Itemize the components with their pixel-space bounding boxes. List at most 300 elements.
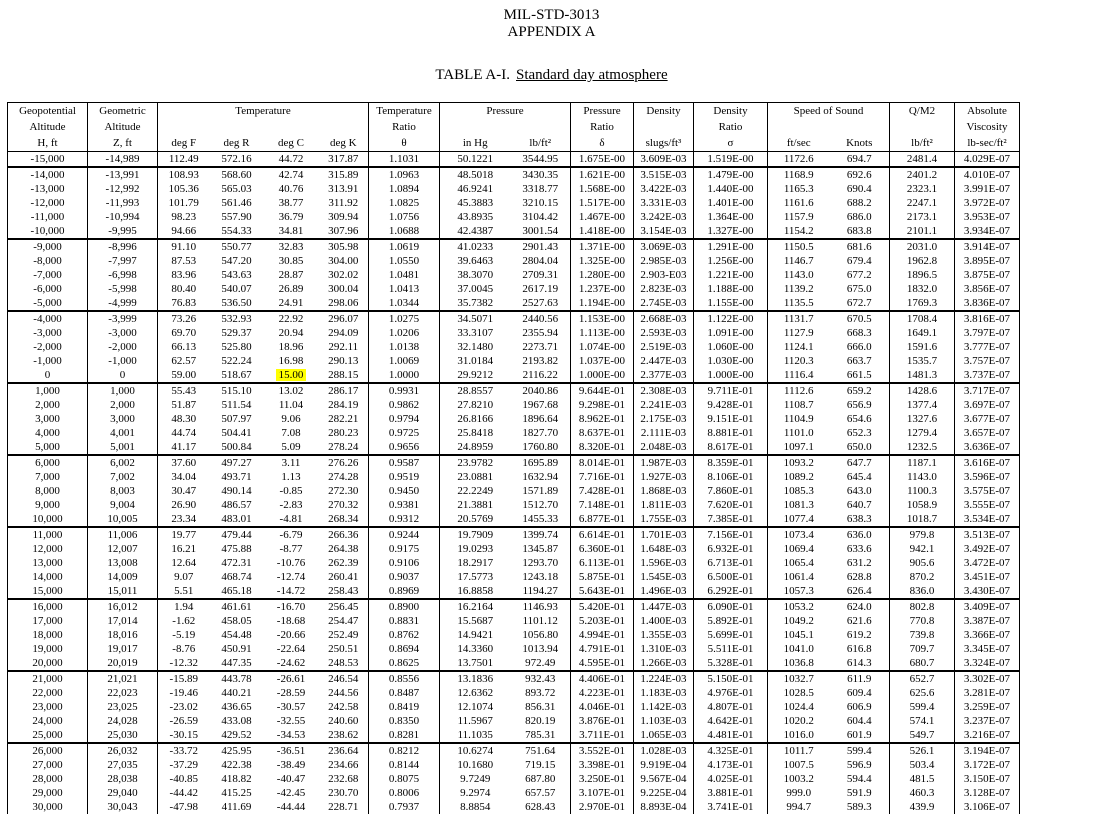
table-cell: 3.387E-07 xyxy=(955,614,1020,628)
table-cell: 1.256E-00 xyxy=(694,254,768,268)
table-cell: -28.59 xyxy=(276,687,306,699)
table-cell: 44.74 xyxy=(158,426,210,440)
table-cell: 40.76 xyxy=(278,183,304,195)
table-cell: 645.4 xyxy=(846,471,872,483)
table-cell: 1172.6 xyxy=(768,152,830,168)
table-cell: 34.04 xyxy=(158,470,210,484)
table-caption xyxy=(0,67,1103,84)
table-cell: 633.6 xyxy=(846,543,872,555)
table-cell: 17,014 xyxy=(88,614,158,628)
table-cell: 11,000 xyxy=(8,527,88,542)
table-cell: 0.9037 xyxy=(369,570,440,584)
geopotential-unit: H, ft xyxy=(8,135,88,152)
table-cell: 1.811E-03 xyxy=(634,498,694,512)
table-cell: 1120.3 xyxy=(768,354,830,368)
table-cell: 304.00 xyxy=(328,255,359,267)
table-cell: 2.903-E03 xyxy=(634,268,694,282)
table-cell: 1.418E-00 xyxy=(571,224,634,239)
table-cell: 1.060E-00 xyxy=(694,340,768,354)
table-cell: 497.27 xyxy=(210,455,264,470)
table-cell: 1.0000 xyxy=(369,368,440,383)
table-cell: -26.61 xyxy=(264,671,319,686)
table-cell: 532.93 xyxy=(210,311,264,326)
table-row xyxy=(8,354,1020,368)
table-cell: 507.97 xyxy=(221,413,252,425)
table-cell: 262.39 xyxy=(328,557,359,569)
table-cell: 709.7 xyxy=(890,642,955,656)
table-cell: 1089.2 xyxy=(768,470,830,484)
table-cell: -15.89 xyxy=(158,671,210,686)
table-cell: 26.8166 xyxy=(440,412,511,426)
table-cell: 6.713E-01 xyxy=(694,556,768,570)
col-speed-of-sound: Speed of Sound xyxy=(768,103,890,120)
table-cell: 1065.4 xyxy=(768,556,830,570)
table-cell: 12.6362 xyxy=(440,686,511,700)
table-cell: 280.23 xyxy=(328,427,359,439)
table-cell: 246.54 xyxy=(319,671,369,686)
table-cell: 3.128E-07 xyxy=(955,786,1020,800)
table-cell: 679.4 xyxy=(846,255,872,267)
table-cell: 652.3 xyxy=(846,427,872,439)
table-cell: 1.596E-03 xyxy=(634,556,694,570)
table-cell: 1143.0 xyxy=(890,470,955,484)
table-cell: -10,994 xyxy=(88,210,158,224)
table-cell: 1535.7 xyxy=(890,354,955,368)
table-cell: 609.4 xyxy=(846,687,872,699)
table-cell: 690.4 xyxy=(846,183,872,195)
table-cell: 670.5 xyxy=(830,311,890,326)
table-cell: 515.10 xyxy=(210,383,264,398)
table-cell: 1.0206 xyxy=(369,326,440,340)
table-cell: 526.1 xyxy=(890,743,955,758)
table-cell: 1.400E-03 xyxy=(634,614,694,628)
table-row xyxy=(8,671,1020,686)
table-cell: 739.8 xyxy=(890,628,955,642)
table-cell: 1.545E-03 xyxy=(634,570,694,584)
table-cell: 3.875E-07 xyxy=(955,268,1020,282)
table-cell: 4.223E-01 xyxy=(571,686,634,700)
table-cell: 572.16 xyxy=(221,153,252,165)
table-cell: 440.21 xyxy=(221,687,252,699)
table-cell: 288.15 xyxy=(328,369,359,381)
table-cell: 1.280E-00 xyxy=(571,268,634,282)
table-cell: 481.5 xyxy=(890,772,955,786)
table-cell: 256.45 xyxy=(319,599,369,614)
table-cell: 1512.70 xyxy=(522,499,559,511)
table-cell: 675.0 xyxy=(846,283,872,295)
table-cell: 32.83 xyxy=(264,239,319,254)
table-cell: 3.345E-07 xyxy=(955,642,1020,656)
table-cell: 9.711E-01 xyxy=(694,383,768,398)
table-row xyxy=(8,656,1020,671)
table-row xyxy=(8,743,1020,758)
table-cell: 3.331E-03 xyxy=(634,196,694,210)
table-cell: 59.00 xyxy=(158,368,210,383)
table-cell: 1194.27 xyxy=(522,585,558,597)
table-row xyxy=(8,311,1020,326)
table-cell: 228.71 xyxy=(328,801,359,813)
table-row xyxy=(8,800,1020,814)
table-cell: -13,991 xyxy=(88,167,158,182)
table-cell: 4.406E-01 xyxy=(571,671,634,686)
table-cell: 1.325E-00 xyxy=(571,254,634,268)
table-cell: 9.298E-01 xyxy=(571,398,634,412)
table-cell: 0.8694 xyxy=(369,642,440,656)
table-cell: 1036.8 xyxy=(768,656,830,671)
table-cell: 24.8959 xyxy=(440,440,511,455)
table-cell: 13,008 xyxy=(88,556,158,570)
table-cell: 25.8418 xyxy=(440,426,511,440)
table-cell: 3.737E-07 xyxy=(955,368,1020,383)
table-cell: 302.02 xyxy=(328,269,359,281)
table-cell: 3.302E-07 xyxy=(955,671,1020,686)
col-pressure: Pressure xyxy=(440,103,571,120)
table-cell: -7,997 xyxy=(88,254,158,268)
table-cell: 37.0045 xyxy=(440,282,511,296)
table-cell: 6.614E-01 xyxy=(571,527,634,542)
table-cell: -26.59 xyxy=(158,714,210,728)
table-cell: 8,003 xyxy=(88,484,158,498)
table-cell: 0.8281 xyxy=(369,728,440,743)
table-cell: 1.675E-00 xyxy=(571,152,634,168)
table-cell: 4.046E-01 xyxy=(571,700,634,714)
table-cell: 274.28 xyxy=(328,471,359,483)
table-cell: 5.203E-01 xyxy=(571,614,634,628)
table-cell: 905.6 xyxy=(890,556,955,570)
table-cell: 1013.94 xyxy=(522,643,559,655)
table-cell: 1187.1 xyxy=(890,455,955,470)
table-cell: -4,000 xyxy=(8,311,88,326)
table-cell: 3.596E-07 xyxy=(955,470,1020,484)
table-cell: 39.6463 xyxy=(440,254,511,268)
table-cell: 1.183E-03 xyxy=(634,686,694,700)
table-cell: 0.7937 xyxy=(369,800,440,814)
table-cell: 0.8350 xyxy=(369,714,440,728)
table-cell: 1.221E-00 xyxy=(694,268,768,282)
table-cell: 38.3070 xyxy=(440,268,511,282)
col-qm2: Q/M2 xyxy=(890,103,955,120)
table-cell: 254.47 xyxy=(328,615,359,627)
table-cell: 657.57 xyxy=(525,787,556,799)
table-row xyxy=(8,440,1020,455)
unit-slugs-ft3: slugs/ft³ xyxy=(634,135,694,152)
table-cell: 9.225E-04 xyxy=(634,786,694,800)
table-cell: 22,023 xyxy=(88,686,158,700)
table-cell: 8.014E-01 xyxy=(571,455,634,470)
table-cell: 2.519E-03 xyxy=(634,340,694,354)
table-cell: 0.9312 xyxy=(369,512,440,527)
table-cell: 1146.7 xyxy=(768,254,830,268)
table-cell: 1.000E-00 xyxy=(571,368,634,383)
table-header xyxy=(8,103,1020,152)
table-cell: 1165.3 xyxy=(768,182,830,196)
table-cell: 1108.7 xyxy=(768,398,830,412)
table-cell: 1.927E-03 xyxy=(634,470,694,484)
table-cell: 565.03 xyxy=(221,183,252,195)
table-cell: 6.360E-01 xyxy=(571,542,634,556)
table-cell: 8.8854 xyxy=(440,800,511,814)
table-cell: 1.648E-03 xyxy=(634,542,694,556)
table-cell: 628.8 xyxy=(846,571,872,583)
table-cell: 465.18 xyxy=(221,585,252,597)
table-cell: 19.0293 xyxy=(440,542,511,556)
table-cell: 1028.5 xyxy=(768,686,830,700)
table-cell: 35.7382 xyxy=(440,296,511,311)
table-cell: 22,000 xyxy=(8,686,88,700)
table-row xyxy=(8,556,1020,570)
table-cell: 13,000 xyxy=(8,556,88,570)
table-cell: 23.9782 xyxy=(440,455,511,470)
table-cell: 893.72 xyxy=(525,687,556,699)
table-cell: 518.67 xyxy=(221,369,252,381)
table-cell: 15,011 xyxy=(88,584,158,599)
table-cell: 433.08 xyxy=(221,715,252,727)
table-cell: 232.68 xyxy=(328,773,359,785)
table-cell: 493.71 xyxy=(221,471,252,483)
table-cell: 511.54 xyxy=(221,399,252,411)
table-cell: 12,000 xyxy=(8,542,88,556)
table-cell: 30.47 xyxy=(158,484,210,498)
table-cell: 1.401E-00 xyxy=(694,196,768,210)
table-cell: 475.88 xyxy=(221,543,252,555)
table-cell: 3.216E-07 xyxy=(955,728,1020,743)
table-row xyxy=(8,326,1020,340)
table-cell: 1097.1 xyxy=(768,440,830,455)
table-cell: 1085.3 xyxy=(768,484,830,498)
table-cell: 1.621E-00 xyxy=(571,167,634,182)
table-cell: 2804.04 xyxy=(522,255,559,267)
table-cell: 1.224E-03 xyxy=(634,671,694,686)
col-temperature-ratio: Temperature xyxy=(369,103,440,120)
table-cell: 27,035 xyxy=(88,758,158,772)
table-cell: 3.515E-03 xyxy=(634,167,694,182)
table-cell: 486.57 xyxy=(221,499,252,511)
table-cell: 8.320E-01 xyxy=(571,440,634,455)
table-cell: 14.9421 xyxy=(440,628,511,642)
table-cell: 1058.9 xyxy=(890,498,955,512)
table-cell: 8.962E-01 xyxy=(571,412,634,426)
table-cell: -12.74 xyxy=(276,571,306,583)
table-cell: 4.791E-01 xyxy=(571,642,634,656)
table-cell: 2.048E-03 xyxy=(634,440,694,455)
table-cell: -5,998 xyxy=(88,282,158,296)
table-cell: 1,000 xyxy=(8,383,88,398)
table-cell: 3.451E-07 xyxy=(955,570,1020,584)
table-cell: 1.447E-03 xyxy=(634,599,694,614)
table-cell: 50.1221 xyxy=(440,152,511,168)
table-cell: 11.04 xyxy=(278,399,304,411)
table-cell: 640.7 xyxy=(846,499,872,511)
table-row xyxy=(8,340,1020,354)
table-cell: 3.472E-07 xyxy=(955,556,1020,570)
table-cell: 1131.7 xyxy=(768,311,830,326)
table-cell: 594.4 xyxy=(846,773,872,785)
table-cell: 7.385E-01 xyxy=(694,512,768,527)
table-cell: 1827.70 xyxy=(522,427,559,439)
table-cell: 4.976E-01 xyxy=(694,686,768,700)
table-row xyxy=(8,368,1020,383)
document-header xyxy=(0,7,1103,41)
table-cell: -19.46 xyxy=(158,686,210,700)
table-cell: 1.517E-00 xyxy=(571,196,634,210)
table-cell: 15.5687 xyxy=(440,614,511,628)
table-cell: 28,000 xyxy=(8,772,88,786)
table-cell: 25,000 xyxy=(8,728,88,743)
viscosity-sub: Viscosity xyxy=(955,119,1020,135)
table-cell: 1962.8 xyxy=(890,254,955,268)
table-cell: 619.2 xyxy=(846,629,872,641)
table-cell: 3.616E-07 xyxy=(955,455,1020,470)
table-cell: 647.7 xyxy=(830,455,890,470)
table-cell: 43.8935 xyxy=(440,210,511,224)
table-cell: 30,043 xyxy=(88,800,158,814)
table-cell: 1018.7 xyxy=(890,512,955,527)
table-row xyxy=(8,398,1020,412)
table-cell: 1003.2 xyxy=(768,772,830,786)
table-cell: 1.0894 xyxy=(369,182,440,196)
table-cell: 4.994E-01 xyxy=(571,628,634,642)
table-cell: 522.24 xyxy=(221,355,252,367)
table-cell: 112.49 xyxy=(158,152,210,168)
table-cell: 3.972E-07 xyxy=(955,196,1020,210)
table-cell: 2173.1 xyxy=(890,210,955,224)
table-cell: 3.991E-07 xyxy=(955,182,1020,196)
table-cell: 3.409E-07 xyxy=(955,599,1020,614)
table-cell: 999.0 xyxy=(768,786,830,800)
table-cell: 3.242E-03 xyxy=(634,210,694,224)
table-cell: -16.70 xyxy=(264,599,319,614)
table-cell: 663.7 xyxy=(846,355,872,367)
table-cell: -11,993 xyxy=(88,196,158,210)
table-cell: 3210.15 xyxy=(522,197,559,209)
table-cell: 1041.0 xyxy=(768,642,830,656)
table-cell: -14,989 xyxy=(88,152,158,168)
table-cell: 1.237E-00 xyxy=(571,282,634,296)
table-cell: 2.823E-03 xyxy=(634,282,694,296)
table-row xyxy=(8,628,1020,642)
table-cell: 490.14 xyxy=(221,485,252,497)
table-cell: 751.64 xyxy=(511,743,571,758)
table-cell: 286.17 xyxy=(319,383,369,398)
table-cell: 0.9519 xyxy=(369,470,440,484)
geopotential-sub: Altitude xyxy=(8,119,88,135)
table-cell: -10,000 xyxy=(8,224,88,239)
table-cell: 1967.68 xyxy=(522,399,559,411)
table-cell: 3.366E-07 xyxy=(955,628,1020,642)
table-cell: 650.0 xyxy=(846,441,872,453)
table-row xyxy=(8,584,1020,599)
table-cell: 278.24 xyxy=(328,441,359,453)
highlighted-value: 15.00 xyxy=(276,369,307,381)
table-cell: 80.40 xyxy=(158,282,210,296)
table-cell: 4.173E-01 xyxy=(694,758,768,772)
table-cell: 8.881E-01 xyxy=(694,426,768,440)
table-cell: 29,000 xyxy=(8,786,88,800)
table-cell: 1.155E-00 xyxy=(694,296,768,311)
table-cell: 13.02 xyxy=(264,383,319,398)
col-density-ratio: Density xyxy=(694,103,768,120)
table-cell: 666.0 xyxy=(846,341,872,353)
table-body xyxy=(8,152,1020,815)
table-cell: -33.72 xyxy=(158,743,210,758)
table-cell: 3.106E-07 xyxy=(955,800,1020,814)
table-cell: 21.3881 xyxy=(440,498,511,512)
table-cell: 3.237E-07 xyxy=(955,714,1020,728)
table-row xyxy=(8,412,1020,426)
table-cell: 1.122E-00 xyxy=(694,311,768,326)
table-cell: 55.43 xyxy=(158,383,210,398)
table-cell: 0.9587 xyxy=(369,455,440,470)
table-cell: 3.609E-03 xyxy=(634,152,694,168)
table-cell: 10,000 xyxy=(8,512,88,527)
table-cell: 1.0275 xyxy=(369,311,440,326)
table-cell: 2.308E-03 xyxy=(634,383,694,398)
table-cell: 4,000 xyxy=(8,426,88,440)
table-cell: 1.0413 xyxy=(369,282,440,296)
table-cell: 1135.5 xyxy=(768,296,830,311)
table-number: TABLE A-I. xyxy=(435,67,510,83)
table-cell: 1024.4 xyxy=(768,700,830,714)
table-cell: 5.699E-01 xyxy=(694,628,768,642)
table-cell: 652.7 xyxy=(890,671,955,686)
table-cell: 561.46 xyxy=(221,197,252,209)
table-cell: 7.428E-01 xyxy=(571,484,634,498)
table-cell: 2527.63 xyxy=(522,297,559,309)
table-cell: 1146.93 xyxy=(511,599,571,614)
table-cell: 18,016 xyxy=(88,628,158,642)
table-cell: 26.89 xyxy=(278,283,304,295)
table-cell: 1081.3 xyxy=(768,498,830,512)
table-row xyxy=(8,484,1020,498)
table-cell: 6.500E-01 xyxy=(694,570,768,584)
table-cell: 1,000 xyxy=(88,383,158,398)
table-cell: 242.58 xyxy=(328,701,359,713)
table-cell: 1.440E-00 xyxy=(694,182,768,196)
table-cell: -20.66 xyxy=(276,629,306,641)
table-cell: 543.63 xyxy=(221,269,252,281)
table-cell: 5.511E-01 xyxy=(694,642,768,656)
table-row xyxy=(8,527,1020,542)
table-cell: -23.02 xyxy=(158,700,210,714)
table-cell: 436.65 xyxy=(221,701,252,713)
table-cell: 244.56 xyxy=(328,687,359,699)
table-cell: 9.428E-01 xyxy=(694,398,768,412)
table-cell: -12,000 xyxy=(8,196,88,210)
table-cell: 422.38 xyxy=(221,759,252,771)
table-cell: 266.36 xyxy=(319,527,369,542)
table-cell: 18,000 xyxy=(8,628,88,642)
table-cell: 2247.1 xyxy=(890,196,955,210)
table-cell: 2.668E-03 xyxy=(634,311,694,326)
table-cell: -37.29 xyxy=(158,758,210,772)
table-cell: 0.8212 xyxy=(369,743,440,758)
table-cell: 3.534E-07 xyxy=(955,512,1020,527)
table-cell: 631.2 xyxy=(846,557,872,569)
table-cell: 1.0138 xyxy=(369,340,440,354)
table-row xyxy=(8,224,1020,239)
table-cell: -3,000 xyxy=(88,326,158,340)
table-cell: 9.919E-04 xyxy=(634,758,694,772)
table-cell: 0.8487 xyxy=(369,686,440,700)
table-cell: 290.13 xyxy=(328,355,359,367)
table-cell: 1124.1 xyxy=(768,340,830,354)
table-cell: 270.32 xyxy=(328,499,359,511)
table-cell: 4.642E-01 xyxy=(694,714,768,728)
theta-symbol: θ xyxy=(369,135,440,152)
table-cell: 46.9241 xyxy=(440,182,511,196)
table-cell: 638.3 xyxy=(846,513,872,525)
table-cell: 550.77 xyxy=(210,239,264,254)
